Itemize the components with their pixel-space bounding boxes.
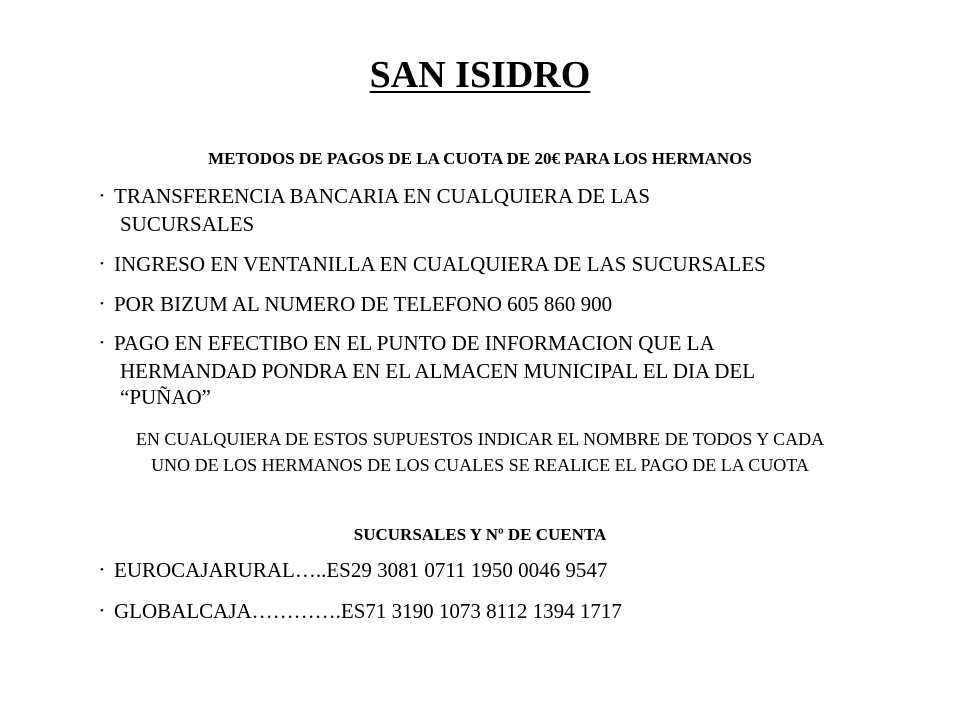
payment-method-text: “PUÑAO” [120, 385, 211, 410]
payment-method-item [100, 291, 880, 319]
page-title [0, 50, 960, 100]
account-text: EUROCAJARURAL…..ES29 3081 0711 1950 0046 9547 [114, 558, 608, 582]
payment-method-text: INGRESO EN VENTANILLA EN CUALQUIERA DE LAS SUCURSALES [114, 252, 766, 276]
account-text: GLOBALCAJA………….ES71 3190 1073 8112 1394 1717 [114, 599, 622, 623]
payment-method-text: TRANSFERENCIA BANCARIA EN CUALQUIERA DE LAS [114, 184, 651, 208]
instruction-note-line: UNO DE LOS HERMANOS DE LOS CUALES SE REALICE EL PAGO DE LA CUOTA [151, 455, 809, 475]
bullet-icon: • [100, 564, 104, 577]
payment-method-text: HERMANDAD PONDRA EN EL ALMACEN MUNICIPAL EL DIA DEL [120, 359, 756, 384]
page-title-text: SAN ISIDRO [369, 54, 591, 96]
instruction-note [60, 426, 900, 478]
payment-method-text: SUCURSALES [120, 212, 255, 237]
account-item [100, 598, 880, 626]
accounts-heading: SUCURSALES Y Nº DE CUENTA [353, 525, 607, 544]
instruction-note-line: EN CUALQUIERA DE ESTOS SUPUESTOS INDICAR EL NOMBRE DE TODOS Y CADA [135, 429, 825, 449]
bullet-icon: • [100, 298, 104, 311]
payment-method-item [100, 330, 880, 410]
bullet-icon: • [100, 605, 104, 618]
payment-method-text: POR BIZUM AL NUMERO DE TELEFONO 605 860 900 [114, 292, 613, 316]
account-item [100, 557, 880, 585]
payment-methods-heading: METODOS DE PAGOS DE LA CUOTA DE 20€ PARA LOS HERMANOS [208, 149, 752, 168]
bullet-icon: • [100, 337, 104, 350]
bullet-icon: • [100, 258, 104, 271]
payment-method-item [100, 183, 880, 237]
payment-method-text: PAGO EN EFECTIBO EN EL PUNTO DE INFORMACION QUE LA [114, 331, 715, 355]
payment-method-item [100, 251, 880, 279]
bullet-icon: • [100, 190, 104, 203]
